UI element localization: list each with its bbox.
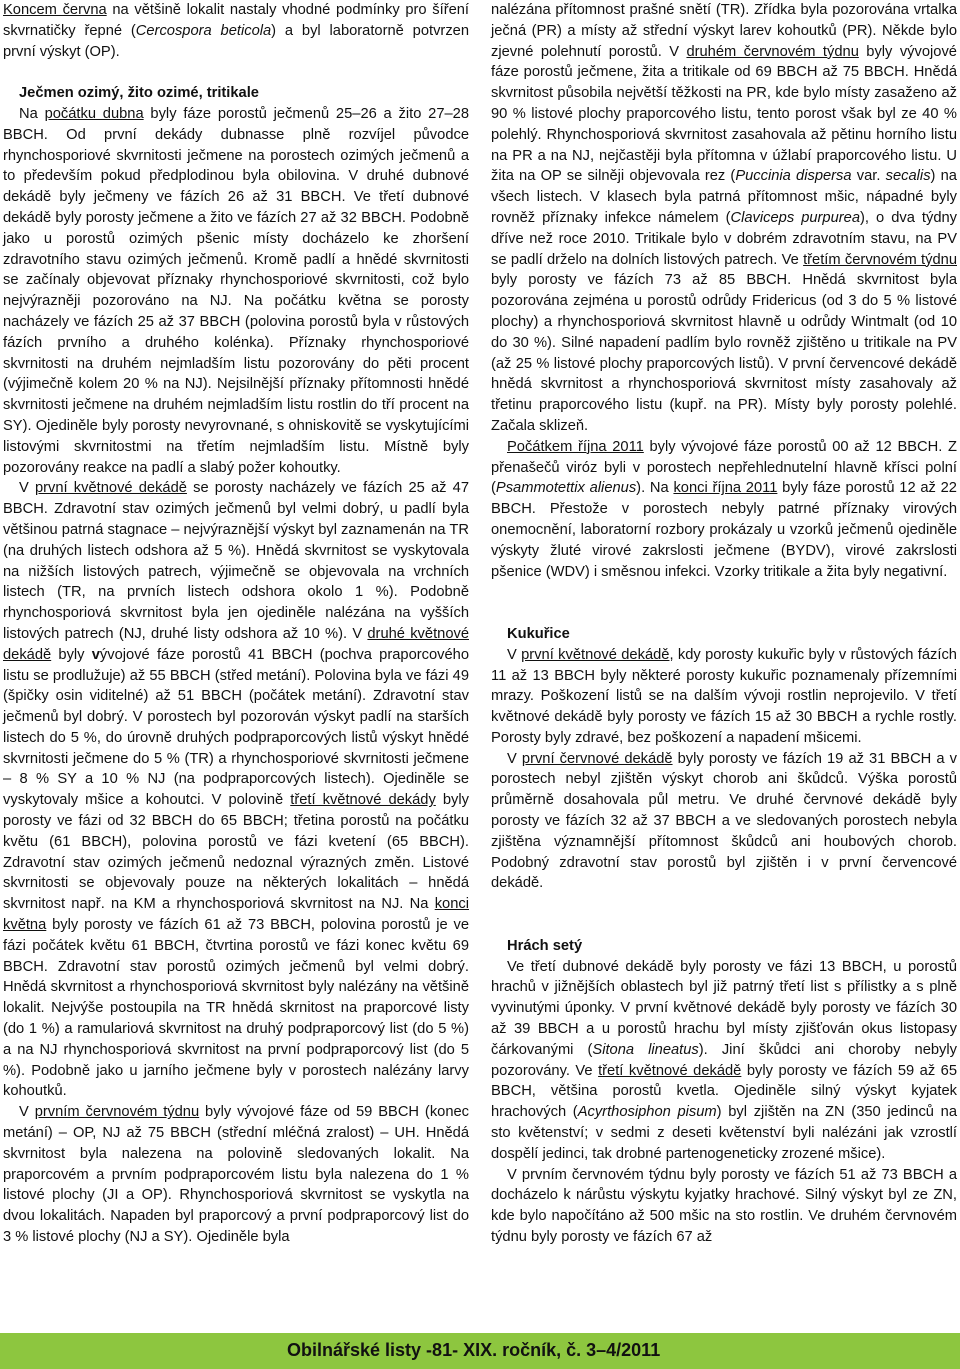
- italic-text: secalis: [885, 168, 931, 185]
- page-footer: [0, 1333, 960, 1369]
- text-run: byly fáze porostů ječmenů 25–26 a žito 27–28 BBCH. Od první dekády dubnasse plně rozvíjel původce rhynchosporiové skvrnitosti ječmene na porostech ozimých ječmenů a to především pokud předplodinou byla obilovina. V druhé dubnové dekádě byly ječmeny ve fázích 26 až 31 BBCH. Ve třetí dubnové dekádě byly porosty ječmene a žito ve fázích 27 až 32 BBCH. Podobně jako u porostů ozimých pšenic místy docházelo ke zhoršení zdravotního stavu ozimých ječmenů. Kromě padlí a hnědé skvrnitosti se začínaly objevovat příznaky rhynchosporiové skvrnitosti, což bylo nejvýrazněji pozorováno na NJ. Na počátku května se porosty nacházely ve fázích 25 až 37 BBCH (polovina porostů byla v růstových fázích prvního a druhého kolénka). Příznaky rhynchosporiové skvrnitosti na druhém nejmladším listu pozorovány do pěti procent (výjimečně kolem 20 % na NJ). Nejsilnější příznaky přítomnosti hnědé skvrnitosti ječmene na druhém nejmladším listu rostlin do tří procent na SY). Ojediněle byly porosty nevyrovnané, s ohniskovitě se vyskytujícími listovými skvrnitostmi na třetím nejmladším listu. Místně byly pozorovány reakce na padlí a slabý požer kohoutky.: [3, 105, 469, 476]
- left-column: [3, 0, 469, 1248]
- text-run: byly: [51, 646, 92, 663]
- italic-text: Claviceps purpurea: [730, 209, 861, 226]
- underlined-text: počátku dubna: [44, 105, 144, 122]
- underlined-text: druhém červnovém týdnu: [686, 43, 859, 60]
- text-run: V: [19, 1104, 35, 1121]
- text-run: V: [19, 480, 35, 497]
- underlined-text: konci května: [3, 896, 469, 934]
- paragraph: [491, 1165, 957, 1248]
- text-run: byly fáze porostů 12 až 22 BBCH. Přestože v porostech nebyly patrné příznaky virových onemocnění, laboratorní rozbory prokázaly u vzorků ječmenů ojediněle výskyty žluté virové zakrslosti ječmene (BYDV), virové zakrslosti pšenice (WDV) i směsnou infekci. Vzorky tritikale a žita byly negativní.: [491, 480, 957, 580]
- paragraph: [3, 0, 469, 62]
- text-run: var.: [851, 168, 886, 185]
- underlined-text: druhé květnové dekádě: [3, 625, 469, 663]
- spacer: [491, 894, 957, 936]
- text-run: ) a byl laboratorně potvrzen první výskyt (OP).: [3, 22, 470, 60]
- text-run: v: [91, 646, 100, 663]
- spacer: [491, 582, 957, 624]
- paragraph: [491, 957, 957, 1165]
- underlined-text: třetím červnovém týdnu: [803, 251, 957, 268]
- paragraph: [3, 478, 469, 1102]
- italic-text: Sitona lineatus: [592, 1041, 699, 1058]
- italic-text: Cercospora beticola: [135, 22, 272, 39]
- underlined-text: první květnové dekádě: [521, 646, 670, 663]
- italic-text: Psammotettix alienus: [495, 480, 637, 497]
- paragraph: [491, 437, 957, 583]
- underlined-text: Koncem června: [3, 2, 107, 18]
- text-run: ). Na: [636, 480, 674, 497]
- text-run: byly porosty ve fázi od 32 BBCH do 65 BBCH; třetina porostů na počátku květu (61 BBCH), polovina porostů ve fázi kvetení (65 BBCH). Zdravotní stav ozimých ječmenů nedoznal výrazných změn. Listové skvrnitosti se objevovaly pouze na některých lokalitách – hnědá skvrnitost např. na KM a rhynchosporiová skvrnitost na NJ. Na: [3, 792, 469, 913]
- text-run: ývojové fáze porostů 41 BBCH (pochva praporcového listu se prodlužuje) až 55 BBCH (střed metání). Polovina byla ve fázi 49 (špičky osin viditelné) až 51 BBCH (počátek metání). Zdravotní stav ječmenů byl dobrý. V porostech byl pozorován výskyt padlí na starších listech do 5 %, do úrovně druhých podpraporcových listů výskyt hnědé skvrnitosti ječmene do 5 % (TR) a rhynchosporiové skvrnitosti ječmene – 8 % SY a 10 % NJ (na podpraporcových listech). Ojediněle se vyskytovaly mšice a kohoutci. V polovině: [3, 646, 470, 809]
- paragraph: [491, 0, 957, 437]
- text-run: byly porosty ve fázích 59 až 65 BBCH, většina porostů kvetla. Ojediněle silný výskyt kyjatek hrachových (: [491, 1062, 958, 1121]
- text-run: se porosty nacházely ve fázích 25 až 47 BBCH. Zdravotní stav ozimých ječmenů byl velmi dobrý, u padlí byla většinou patrná stagnace – nejvýraznější výskyt byl zaznamenán na TR (na druhých listech odshora až 5 %). Hnědá skvrnitost se vyskytovala na nižších listových patrech, výjimečně se objevovala na vrchních listech (TR, na prvních listech odshora okolo 1 %). Podobně rhynchosporiová skvrnitost byla jen ojediněle nalézána na vyšších listových patrech (NJ, druhé listy odshora až 10 %). V: [3, 480, 469, 642]
- underlined-text: třetí květnové dekády: [290, 792, 436, 809]
- text-run: byly vývojové fáze porostů 00 až 12 BBCH. Z přenašečů viróz byli v porostech nepřehlednutelní hlavně křísci polní (: [491, 438, 957, 497]
- text-run: V: [507, 750, 522, 767]
- text-run: , kdy porosty kukuřic byly v růstových fázích 11 až 13 BBCH byly některé porosty kukuřic poznamenaly přízemními mrazy. Poškození listů se na dalším vývoji rostlin neprojevilo. V třetí květnové dekádě byly porosty ve fázích 15 až 30 BBCH a rychle rostly. Porosty byly zdravé, bez poškození a napadení mšicemi.: [491, 646, 957, 746]
- paragraph: [491, 645, 957, 749]
- underlined-text: konci října 2011: [673, 480, 778, 497]
- text-run: ) na všech listech. V klasech byla patrná přítomnost mšic, nápadné byly rovněž příznaky infekce námelem (: [491, 168, 957, 226]
- text-run: ). Jiní škůdci ani choroby nebyly pozorovány. Ve: [491, 1041, 957, 1079]
- paragraph: [3, 104, 469, 478]
- text-run: byly porosty ve fázích 61 až 73 BBCH, polovina porostů je ve fázi počátek květu 61 BBCH, čtvrtina porostů ve fázi konec květu 69 BBCH. Zdravotní stav porostů ozimých ječmenů byl velmi dobrý. Hnědá skvrnitost a rhynchosporiová skvrnitost byly nalézány na většině lokalit. Nejvýše postoupila na TR hnědá skrnitost na praporcové listy (do 1 %) a ramulariová skvrnitost na druhý podpraporcový list (do 5 %) a na NJ rhynchosporiová skvrnitost na první podpraporcový list (do 5 %). Podobně jako u jarního ječmene byly v porostech nalézány larvy kohoutků.: [3, 917, 469, 1100]
- underlined-text: Počátkem října 2011: [507, 438, 644, 455]
- text-run: Na: [19, 105, 45, 122]
- text-run: byly porosty ve fázích 73 až 85 BBCH. Hnědá skvrnitost byla pozorována zejména u porostů odrůdy Fridericus (od 3 do 5 % listové plochy) a rhynchosporiová skvrnitost hlavně u odrůdy Wintmalt (od 10 do 30 %). Silné napadení padlím bylo rovněž zjištěno u tritikale na PV (až 25 % listové plochy praporcových listů). V první červencové dekádě hnědá skvrnitost a rhynchosporiová skvrnitost místy zasahovaly až třetinu praporcového listu (kupř. na PR). Místy byly porosty polehlé. Začala sklizeň.: [491, 272, 957, 434]
- text-run: V: [507, 646, 522, 663]
- footer-text: Obilnářské listy -81- XIX. ročník, č. 3–4/2011: [287, 1340, 661, 1360]
- spacer: [3, 62, 469, 83]
- paragraph: [3, 1102, 469, 1248]
- italic-text: Puccinia dispersa: [735, 168, 852, 185]
- text-run: ), o dva týdny dříve než roce 2010. Tritikale bylo v dobrém zdravotním stavu, na PV se padlí drželo na dolních listových patrech. Ve: [491, 209, 958, 268]
- italic-text: Acyrthosiphon pisum: [577, 1104, 717, 1121]
- paragraph: [491, 749, 957, 895]
- text-run: V prvním červnovém týdnu byly porosty ve fázích 51 až 73 BBCH a docházelo k nárůstu výskytu kyjatky hrachové. Silný výskyt byl ze ZN, kde bylo napočítáno až 500 mšic na sto rostlin. Ve druhém červnovém týdnu byly porosty ve fázích 67 až: [491, 1166, 957, 1246]
- underlined-text: prvním červnovém týdnu: [34, 1104, 200, 1121]
- right-column: [491, 0, 957, 1248]
- underlined-text: první červnové dekádě: [521, 750, 673, 767]
- underlined-text: první květnové dekádě: [34, 480, 187, 497]
- section-heading: Ječmen ozimý, žito ozimé, tritikale: [19, 85, 259, 102]
- underlined-text: třetí květnové dekádě: [598, 1062, 742, 1079]
- section-heading: Hrách setý: [507, 937, 583, 954]
- text-run: ) byl zjištěn na ZN (350 jedinců na sto květenství; v sedmi z deseti květenství byli nalézáni jak vzrostlí dospělí jedinci, tak drobné partenogeneticky zrozené mšice).: [491, 1104, 957, 1162]
- text-run: byly vývojové fáze od 59 BBCH (konec metání) – OP, NJ až 75 BBCH (střední mléčná zralost) – UH. Hnědá skvrnitost byla nalezena na polovině sledovaných lokalit. Na praporcovém a prvním podpraporcovém listu byla nalezena do 1 % listové plochy (JI a OP). Rhynchosporiová skvrnitost se vyskytla na dvou lokalitách. Napaden byl praporcový a první podpraporcový list do 3 % listové plochy (NJ a SY). Ojediněle byla: [3, 1104, 470, 1246]
- text-run: Ve třetí dubnové dekádě byly porosty ve fázi 13 BBCH, u porostů hrachů v jižnějších oblastech byl již patrný třetí list s přílistky a s plně vyvinutými úponky. V první květnové dekádě byly porosty ve fázích 30 až 39 BBCH a u porostů hrachu byl místy zjišťován okus listopasy čárkovanými (: [491, 958, 957, 1058]
- section-heading: Kukuřice: [507, 625, 570, 642]
- text-run: nalézána přítomnost prašné snětí (TR). Zřídka byla pozorována vrtalka ječná (PR) a místy až střední výskyt larev kohoutků (PR). Někde bylo zjevné polehnutí porostů. V: [491, 2, 957, 60]
- text-run: byly porosty ve fázích 19 až 31 BBCH a v porostech nebyl zjištěn výskyt chorob ani škůdců. Výška porostů průměrně dosahovala půl metru. Ve druhé červnové dekádě byly porosty ve fázích 32 až 37 BBCH a ve sledovaných porostech nebyla zjištěna významnější přítomnost škůdců ani houbových chorob. Podobný zdravotní stav porostů byl zjištěn i v první červencové dekádě.: [491, 750, 957, 892]
- text-run: byly vývojové fáze porostů ječmene, žita a tritikale od 69 BBCH až 75 BBCH. Hnědá skvrnitost působila největší těžkosti na PR, kde bylo místy zasaženo až 90 % listové plochy praporcového listu, tento porost však byl ze 40 % polehlý. Rhynchosporiová skvrnitost zasahovala až pětinu horního listu na PR a na NJ, nejčastěji byla přítomna v úžlabí praporcového listu. U žita na OP se silněji objevovala rez (: [491, 43, 957, 185]
- text-run: na většině lokalit nastaly vhodné podmínky pro šíření skvrnatičky řepné (: [3, 2, 470, 39]
